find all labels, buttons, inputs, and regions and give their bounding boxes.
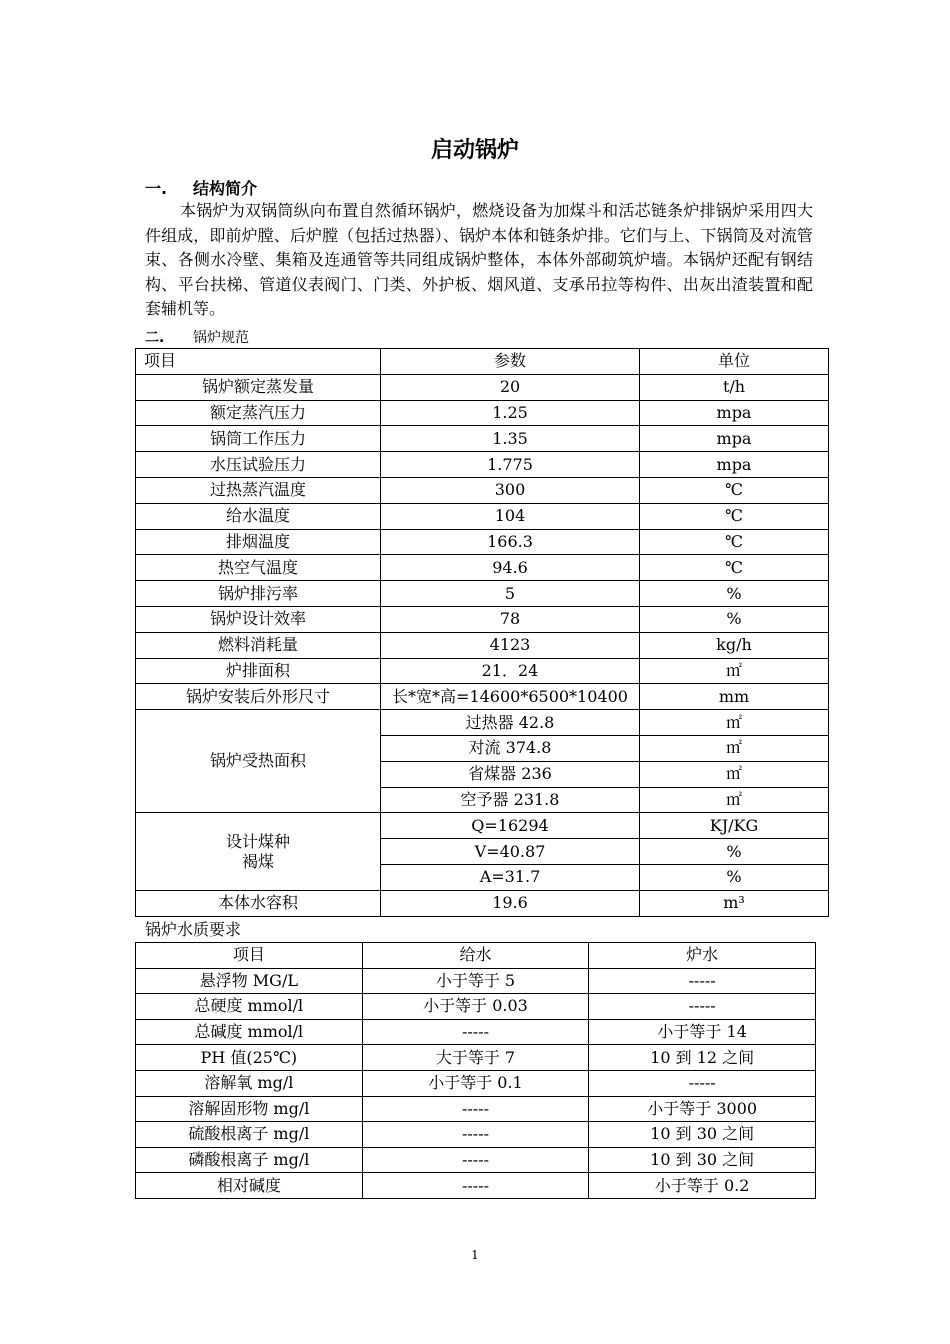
table-cell: %: [640, 864, 829, 890]
table-cell: V=40.87: [381, 839, 640, 865]
table-row: [136, 1122, 816, 1148]
coal-type: 褐煤: [241, 851, 274, 871]
table-header-row: [136, 349, 829, 375]
table-row: [136, 1019, 816, 1045]
table-cell: ℃: [640, 529, 829, 555]
table-cell: -----: [362, 1173, 589, 1199]
table-cell: 300: [381, 477, 640, 503]
table-row: [136, 632, 829, 658]
table-cell: 排烟温度: [136, 529, 381, 555]
table-cell: 水压试验压力: [136, 452, 381, 478]
table-cell: -----: [589, 968, 816, 994]
table-cell: 省煤器 236: [381, 761, 640, 787]
table-row: [136, 400, 829, 426]
table-cell: ㎡: [640, 658, 829, 684]
header-cell: 参数: [381, 349, 640, 375]
table-cell: -----: [362, 1019, 589, 1045]
table-row: [136, 994, 816, 1020]
table-cell: 锅炉安装后外形尺寸: [136, 684, 381, 710]
table-cell: 20: [381, 374, 640, 400]
table-cell: 空予器 231.8: [381, 787, 640, 813]
table-cell: 锅炉设计效率: [136, 606, 381, 632]
boiler-spec-table: [135, 348, 829, 917]
table-cell: 燃料消耗量: [136, 632, 381, 658]
table-cell: 小于等于 0.03: [362, 994, 589, 1020]
table-cell: 总硬度 mmol/l: [136, 994, 363, 1020]
table-cell: 1.35: [381, 426, 640, 452]
header-cell: 单位: [640, 349, 829, 375]
table-cell: 19.6: [381, 890, 640, 916]
table-row: [136, 968, 816, 994]
table-row: [136, 684, 829, 710]
table-cell: -----: [589, 994, 816, 1020]
design-coal-label: [136, 813, 381, 890]
table-cell: 小于等于 5: [362, 968, 589, 994]
table-row: [136, 813, 829, 839]
table-row: [136, 581, 829, 607]
table-cell: %: [640, 581, 829, 607]
table-cell: 104: [381, 503, 640, 529]
table-cell: 锅筒工作压力: [136, 426, 381, 452]
table-cell: 166.3: [381, 529, 640, 555]
table-cell: 21．24: [381, 658, 640, 684]
table-cell: 小于等于 0.2: [589, 1173, 816, 1199]
table-cell: 锅炉额定蒸发量: [136, 374, 381, 400]
table-row: [136, 1147, 816, 1173]
table-cell: mm: [640, 684, 829, 710]
table-row: [136, 1173, 816, 1199]
table-cell: mpa: [640, 452, 829, 478]
table-row: [136, 555, 829, 581]
table-cell: 炉排面积: [136, 658, 381, 684]
table-cell: KJ/KG: [640, 813, 829, 839]
header-cell: 炉水: [589, 943, 816, 969]
table-cell: 小于等于 0.1: [362, 1070, 589, 1096]
table-cell: ㎡: [640, 735, 829, 761]
table-row: [136, 1070, 816, 1096]
table-cell: %: [640, 606, 829, 632]
table-row: [136, 374, 829, 400]
table-cell: 过热器 42.8: [381, 710, 640, 736]
table-cell: t/h: [640, 374, 829, 400]
table-cell: 5: [381, 581, 640, 607]
table-cell: 额定蒸汽压力: [136, 400, 381, 426]
table-cell: A=31.7: [381, 864, 640, 890]
table-cell: ㎡: [640, 787, 829, 813]
table-cell: m³: [640, 890, 829, 916]
table-cell: ℃: [640, 477, 829, 503]
table-cell: 溶解固形物 mg/l: [136, 1096, 363, 1122]
table-cell: 悬浮物 MG/L: [136, 968, 363, 994]
table-row: [136, 1045, 816, 1071]
table-cell: 94.6: [381, 555, 640, 581]
table-cell: 总碱度 mmol/l: [136, 1019, 363, 1045]
table-cell: -----: [362, 1147, 589, 1173]
section-1-number: 一.: [145, 179, 168, 198]
table-header-row: [136, 943, 816, 969]
table-cell: 锅炉排污率: [136, 581, 381, 607]
table-cell: 磷酸根离子 mg/l: [136, 1147, 363, 1173]
table-cell: kg/h: [640, 632, 829, 658]
table-cell: -----: [362, 1122, 589, 1148]
table-row: [136, 477, 829, 503]
table-cell: 10 到 12 之间: [589, 1045, 816, 1071]
table-cell: 本体水容积: [136, 890, 381, 916]
page-title: 启动锅炉: [430, 138, 519, 163]
section-2-title: 锅炉规范: [193, 330, 249, 346]
table-cell: 溶解氧 mg/l: [136, 1070, 363, 1096]
table-row: [136, 710, 829, 736]
table-cell: 给水温度: [136, 503, 381, 529]
table-row: [136, 658, 829, 684]
table-row: [136, 1096, 816, 1122]
section-1-heading: [145, 176, 257, 199]
table-row: [136, 890, 829, 916]
table-cell: 小于等于 3000: [589, 1096, 816, 1122]
table-cell: %: [640, 839, 829, 865]
table-row: [136, 452, 829, 478]
structure-paragraph: 本锅炉为双锅筒纵向布置自然循环锅炉，燃烧设备为加煤斗和活芯链条炉排锅炉采用四大件组成，即前炉膛、后炉膛（包括过热器）、锅炉本体和链条炉排。它们与上、下锅筒及对流管束、各侧水冷壁、集箱及连通管等共同组成锅炉整体，本体外部砌筑炉墙。本锅炉还配有钢结构、平台扶梯、管道仪表阀门、门类、外护板、烟风道、支承吊拉等构件、出灰出渣装置和配套辅机等。: [145, 201, 813, 318]
section-1-title: 结构简介: [193, 179, 258, 198]
header-cell: 给水: [362, 943, 589, 969]
section-2-number: 二.: [145, 330, 165, 346]
water-quality-caption: 锅炉水质要求: [145, 920, 242, 939]
table-row: [136, 606, 829, 632]
table-row: [136, 503, 829, 529]
table-cell: 硫酸根离子 mg/l: [136, 1122, 363, 1148]
table-cell: 长*宽*高=14600*6500*10400: [381, 684, 640, 710]
table-cell: ℃: [640, 555, 829, 581]
table-cell: 热空气温度: [136, 555, 381, 581]
table-cell: -----: [589, 1070, 816, 1096]
table-cell: Q=16294: [381, 813, 640, 839]
table-cell: 小于等于 14: [589, 1019, 816, 1045]
table-cell: 大于等于 7: [362, 1045, 589, 1071]
table-cell: 10 到 30 之间: [589, 1122, 816, 1148]
table-row: [136, 529, 829, 555]
table-cell: -----: [362, 1096, 589, 1122]
table-cell: 10 到 30 之间: [589, 1147, 816, 1173]
table-cell: ℃: [640, 503, 829, 529]
table-cell: 1.775: [381, 452, 640, 478]
header-cell: 项目: [136, 349, 381, 375]
page-number: 1: [471, 1248, 479, 1262]
table-cell: 4123: [381, 632, 640, 658]
table-cell: 过热蒸汽温度: [136, 477, 381, 503]
table-cell: 1.25: [381, 400, 640, 426]
table-cell: mpa: [640, 400, 829, 426]
table-row: [136, 426, 829, 452]
table-cell: 78: [381, 606, 640, 632]
table-cell: ㎡: [640, 710, 829, 736]
table-cell: ㎡: [640, 761, 829, 787]
heating-surface-label: 锅炉受热面积: [136, 710, 381, 813]
table-cell: 相对碱度: [136, 1173, 363, 1199]
header-cell: 项目: [136, 943, 363, 969]
design-coal-title: 设计煤种: [225, 831, 290, 851]
table-cell: 对流 374.8: [381, 735, 640, 761]
table-cell: mpa: [640, 426, 829, 452]
table-cell: PH 值(25℃): [136, 1045, 363, 1071]
water-quality-table: [135, 942, 816, 1199]
section-2-heading: [145, 327, 249, 347]
